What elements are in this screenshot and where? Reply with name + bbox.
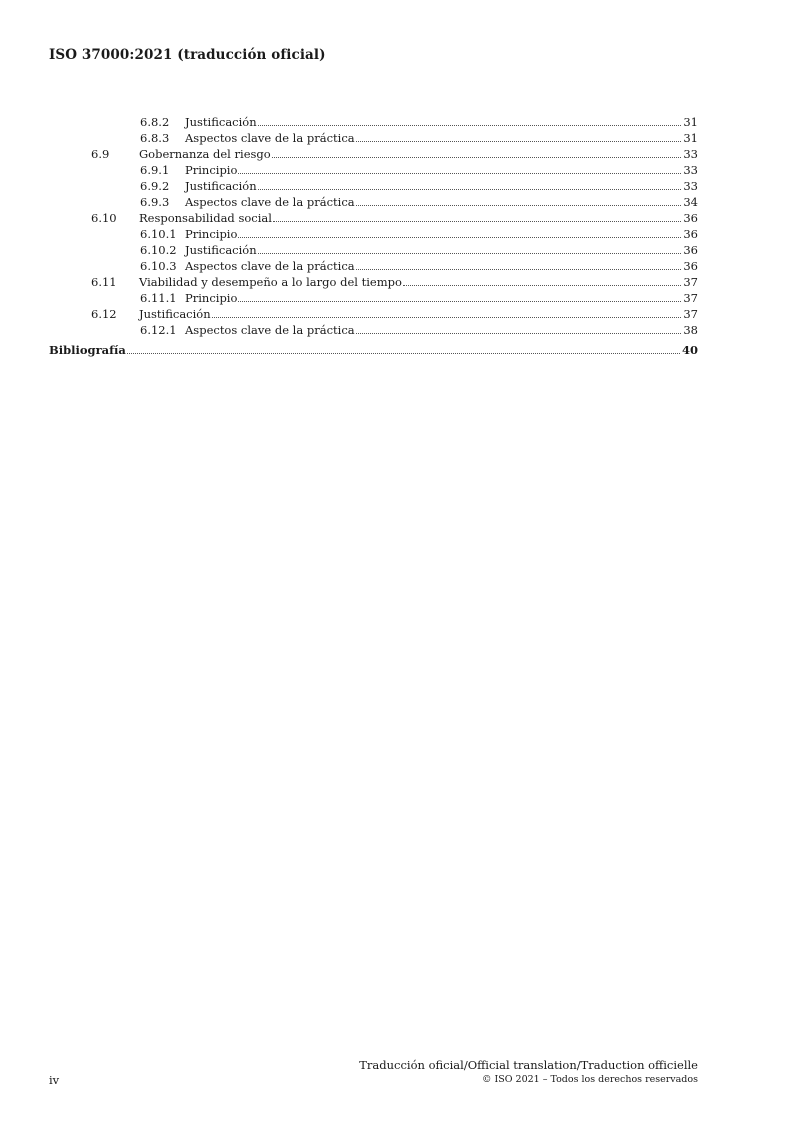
toc-entry-number: 6.8.3 (140, 131, 170, 145)
dot-leader (356, 268, 682, 270)
dot-leader (403, 284, 681, 286)
footer-copyright-block (359, 1058, 698, 1086)
toc-entry-number: 6.10.1 (140, 227, 177, 241)
toc-entry-6-10-3[interactable] (49, 257, 698, 273)
toc-entry-bibliography[interactable] (49, 341, 698, 357)
copyright-notice: © ISO 2021 – Todos los derechos reservados (481, 1074, 698, 1085)
toc-entry-page: 33 (683, 179, 698, 193)
toc-entry-page: 36 (683, 243, 698, 257)
toc-entry-page: 31 (683, 115, 698, 129)
dot-leader (356, 140, 682, 142)
toc-entry-page: 34 (683, 195, 698, 209)
toc-entry-6-11-1[interactable] (49, 289, 698, 305)
toc-entry-page: 40 (681, 343, 698, 357)
dot-leader (258, 124, 682, 126)
toc-entry-6-10[interactable] (49, 209, 698, 225)
toc-entry-label: Aspectos clave de la práctica (185, 323, 355, 337)
toc-entry-label: Justificación (185, 115, 257, 129)
dot-leader (238, 172, 681, 174)
toc-entry-label: Aspectos clave de la práctica (185, 131, 355, 145)
toc-entry-6-8-2[interactable] (49, 113, 698, 129)
toc-entry-6-9-2[interactable] (49, 177, 698, 193)
toc-entry-6-10-1[interactable] (49, 225, 698, 241)
toc-entry-label: Justificación (185, 179, 257, 193)
toc-entry-page: 36 (683, 227, 698, 241)
toc-entry-page: 36 (683, 259, 698, 273)
dot-leader (258, 252, 682, 254)
toc-entry-6-12-1[interactable] (49, 321, 698, 337)
toc-entry-label: Justificación (139, 307, 211, 321)
toc-entry-page: 37 (683, 275, 698, 289)
toc-entry-6-9[interactable] (49, 145, 698, 161)
toc-entry-label: Justificación (185, 243, 257, 257)
toc-entry-page: 37 (683, 291, 698, 305)
dot-leader (238, 300, 681, 302)
toc-entry-number: 6.12.1 (140, 323, 177, 337)
toc-entry-label: Aspectos clave de la práctica (185, 259, 355, 273)
table-of-contents (49, 113, 698, 357)
toc-entry-label: Bibliografía (49, 343, 126, 357)
dot-leader (212, 316, 682, 318)
toc-entry-number: 6.9.1 (140, 163, 170, 177)
toc-entry-number: 6.11.1 (140, 291, 177, 305)
dot-leader (356, 332, 682, 334)
toc-entry-6-12[interactable] (49, 305, 698, 321)
toc-entry-6-9-1[interactable] (49, 161, 698, 177)
toc-entry-number: 6.12 (91, 307, 117, 321)
toc-entry-number: 6.10.3 (140, 259, 177, 273)
translation-note: Traducción oficial/Official translation/Traduction officielle (359, 1058, 698, 1072)
dot-leader (258, 188, 682, 190)
toc-entry-number: 6.11 (91, 275, 117, 289)
toc-entry-number: 6.9 (91, 147, 110, 161)
toc-entry-label: Principio (185, 163, 238, 177)
page-number: iv (49, 1073, 60, 1087)
toc-entry-page: 31 (683, 131, 698, 145)
toc-entry-number: 6.8.2 (140, 115, 170, 129)
toc-entry-label: Principio (185, 227, 238, 241)
toc-entry-number: 6.10.2 (140, 243, 177, 257)
toc-entry-number: 6.9.2 (140, 179, 170, 193)
toc-entry-label: Gobernanza del riesgo (139, 147, 271, 161)
toc-entry-page: 37 (683, 307, 698, 321)
document-header-title: ISO 37000:2021 (traducción oficial) (49, 47, 326, 63)
dot-leader (238, 236, 681, 238)
toc-entry-label: Principio (185, 291, 238, 305)
toc-entry-page: 33 (683, 163, 698, 177)
toc-entry-6-10-2[interactable] (49, 241, 698, 257)
dot-leader (356, 204, 682, 206)
toc-entry-label: Responsabilidad social (139, 211, 272, 225)
toc-entry-label: Viabilidad y desempeño a lo largo del tiempo (139, 275, 402, 289)
toc-entry-page: 33 (683, 147, 698, 161)
dot-leader (127, 352, 680, 354)
toc-entry-page: 36 (683, 211, 698, 225)
toc-entry-6-8-3[interactable] (49, 129, 698, 145)
dot-leader (272, 156, 682, 158)
toc-entry-number: 6.10 (91, 211, 117, 225)
toc-entry-6-11[interactable] (49, 273, 698, 289)
toc-entry-page: 38 (683, 323, 698, 337)
toc-entry-6-9-3[interactable] (49, 193, 698, 209)
toc-entry-number: 6.9.3 (140, 195, 170, 209)
dot-leader (273, 220, 681, 222)
toc-entry-label: Aspectos clave de la práctica (185, 195, 355, 209)
